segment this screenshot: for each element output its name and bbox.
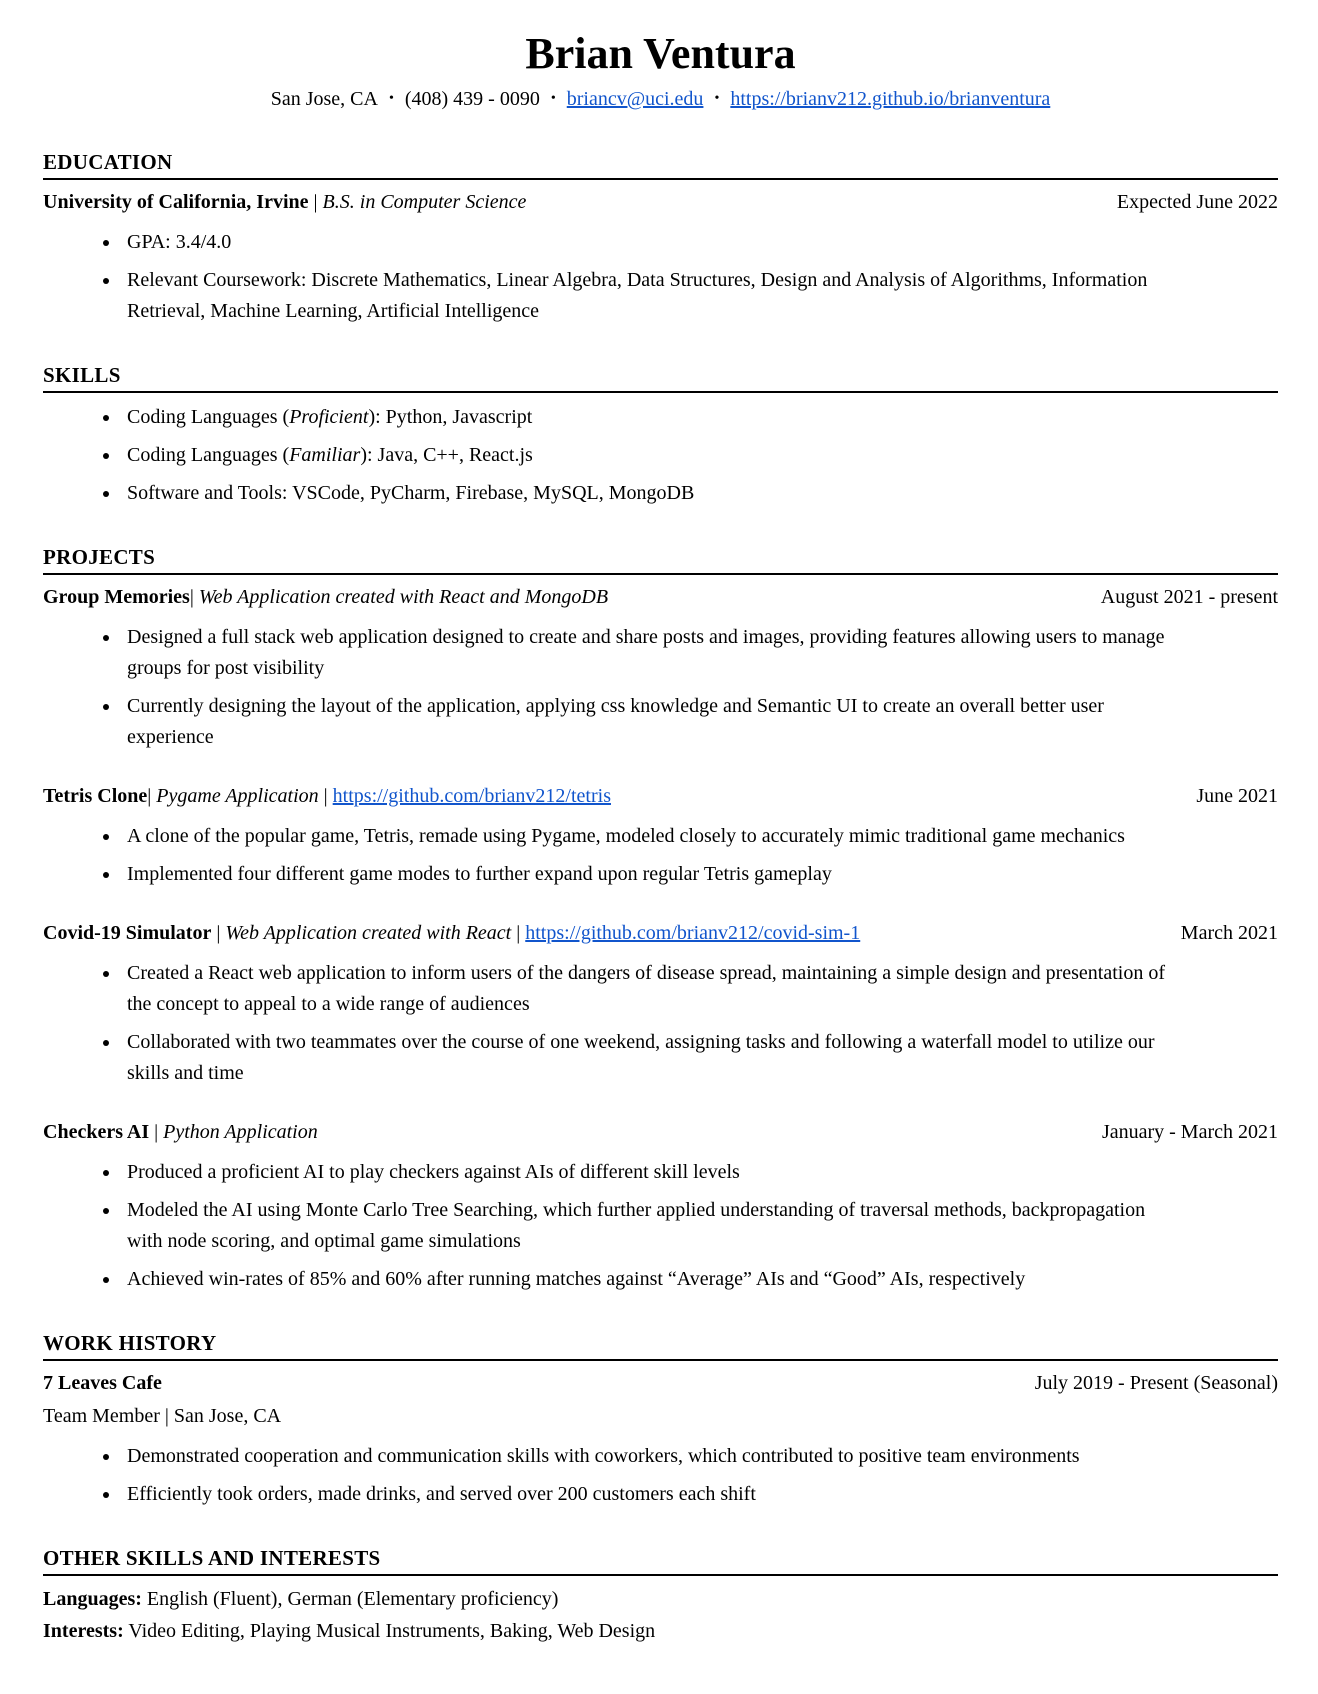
- bullet-item: • Currently designing the layout of the application, applying css knowledge and Semantic UI to create an overall better user experience: [121, 691, 1183, 753]
- education-entry-header: [43, 187, 1278, 218]
- project-entry-checkers-ai: [43, 1117, 1278, 1295]
- education-degree: B.S. in Computer Science: [322, 191, 527, 213]
- project-entry-covid-simulator: [43, 918, 1278, 1089]
- project-date: August 2021 - present: [1100, 586, 1278, 608]
- bullet-item: • Designed a full stack web application designed to create and share posts and images, providing features allowing users to manage groups for post visibility: [121, 622, 1183, 684]
- divider: |: [189, 586, 199, 608]
- project-name: Group Memories: [43, 586, 190, 608]
- project-subtitle: Python Application: [163, 1121, 318, 1143]
- education-entry-left: [43, 187, 526, 218]
- bullet-item: [121, 440, 1183, 471]
- project-subtitle: Pygame Application: [156, 785, 319, 807]
- project-bullet-list: [43, 1157, 1278, 1295]
- bullet-item: • Collaborated with two teammates over the course of one weekend, assigning tasks and following a waterfall model to utilize our skills and time: [121, 1027, 1183, 1089]
- project-name: Checkers AI: [43, 1121, 150, 1143]
- skill-text: Coding Languages (: [127, 444, 290, 466]
- bullet-item: • Achieved win-rates of 85% and 60% after running matches against “Average” AIs and “Good” AIs, respectively: [121, 1264, 1183, 1295]
- divider: |: [511, 922, 526, 944]
- education-bullet-list: [43, 227, 1278, 327]
- contact-phone: (408) 439 - 0090: [404, 88, 540, 110]
- project-entry-left: [43, 781, 611, 812]
- work-entry-header: [43, 1368, 1278, 1399]
- bullet-item: • Implemented four different game modes to further expand upon regular Tetris gameplay: [121, 859, 1183, 890]
- project-name: Covid-19 Simulator: [43, 922, 212, 944]
- contact-line: [43, 84, 1278, 114]
- project-bullet-list: [43, 622, 1278, 753]
- work-company: 7 Leaves Cafe: [43, 1372, 162, 1394]
- work-role-location: Team Member | San Jose, CA: [43, 1405, 282, 1427]
- section-education: [43, 150, 1278, 327]
- languages-text: English (Fluent), German (Elementary proficiency): [141, 1588, 559, 1610]
- project-entry-header: [43, 582, 1278, 613]
- resume-name: Brian Ventura: [525, 29, 796, 78]
- languages-line: [43, 1583, 1278, 1615]
- project-entry-header: [43, 918, 1278, 949]
- section-skills: [43, 363, 1278, 509]
- project-entry-header: [43, 781, 1278, 812]
- contact-location: San Jose, CA: [270, 88, 378, 110]
- project-date: January - March 2021: [1101, 1121, 1278, 1143]
- contact-website-link[interactable]: https://brianv212.github.io/brianventura: [730, 88, 1051, 110]
- divider: |: [318, 785, 333, 807]
- section-title-projects: PROJECTS: [43, 545, 1278, 575]
- section-title-education: EDUCATION: [43, 150, 1278, 180]
- project-bullet-list: [43, 958, 1278, 1089]
- bullet-item: • GPA: 3.4/4.0: [121, 227, 1183, 258]
- skill-text: ): Java, C++, React.js: [360, 444, 533, 466]
- skills-bullet-list: [43, 402, 1278, 509]
- project-github-link[interactable]: https://github.com/brianv212/tetris: [332, 785, 611, 807]
- skill-text: Software and Tools: VSCode, PyCharm, Firebase, MySQL, MongoDB: [127, 482, 695, 504]
- work-bullet-list: [43, 1441, 1278, 1510]
- dot-separator-icon: •: [550, 91, 556, 106]
- section-title-work-history: WORK HISTORY: [43, 1331, 1278, 1361]
- project-entry-left: [43, 582, 608, 613]
- education-institution: University of California, Irvine: [43, 191, 309, 213]
- interests-text: Video Editing, Playing Musical Instruments, Baking, Web Design: [123, 1620, 656, 1642]
- interests-line: [43, 1615, 1278, 1647]
- project-entry-header: [43, 1117, 1278, 1148]
- contact-email-link[interactable]: briancv@uci.edu: [566, 88, 704, 110]
- project-entry-group-memories: [43, 582, 1278, 753]
- project-subtitle: Web Application created with React and MongoDB: [198, 586, 609, 608]
- skill-emphasis: Proficient: [289, 406, 369, 428]
- divider: |: [308, 191, 323, 213]
- divider: |: [211, 922, 226, 944]
- bullet-item: • Modeled the AI using Monte Carlo Tree Searching, which further applied understanding of traversal methods, backpropagation with node scoring, and optimal game simulations: [121, 1195, 1183, 1257]
- bullet-item: [121, 478, 1183, 509]
- bullet-item: • A clone of the popular game, Tetris, remade using Pygame, modeled closely to accurately mimic traditional game mechanics: [121, 821, 1183, 852]
- interests-label: Interests:: [43, 1620, 124, 1642]
- bullet-item: • Created a React web application to inform users of the dangers of disease spread, maintaining a simple design and presentation of the concept to appeal to a wide range of audiences: [121, 958, 1183, 1020]
- skill-text: ): Python, Javascript: [368, 406, 533, 428]
- section-work-history: [43, 1331, 1278, 1510]
- dot-separator-icon: •: [388, 91, 394, 106]
- divider: |: [149, 1121, 164, 1143]
- languages-label: Languages:: [43, 1588, 142, 1610]
- section-projects: [43, 545, 1278, 1295]
- project-entry-left: [43, 918, 860, 949]
- project-entry-left: [43, 1117, 318, 1148]
- bullet-item: • Relevant Coursework: Discrete Mathematics, Linear Algebra, Data Structures, Design and Analysis of Algorithms, Information Retrieval, Machine Learning, Artificial Intelligence: [121, 265, 1183, 327]
- divider: |: [147, 785, 157, 807]
- dot-separator-icon: •: [714, 91, 720, 106]
- skill-text: Coding Languages (: [127, 406, 290, 428]
- project-github-link[interactable]: https://github.com/brianv212/covid-sim-1: [525, 922, 861, 944]
- project-entry-tetris-clone: [43, 781, 1278, 890]
- education-entry: [43, 187, 1278, 327]
- education-date: Expected June 2022: [1116, 191, 1278, 213]
- project-date: June 2021: [1196, 785, 1278, 807]
- section-other-skills-interests: [43, 1546, 1278, 1647]
- project-name: Tetris Clone: [43, 785, 148, 807]
- bullet-item: • Efficiently took orders, made drinks, and served over 200 customers each shift: [121, 1479, 1183, 1510]
- project-date: March 2021: [1180, 922, 1278, 944]
- bullet-item: • Demonstrated cooperation and communication skills with coworkers, which contributed to positive team environments: [121, 1441, 1183, 1472]
- work-entry-7-leaves-cafe: [43, 1368, 1278, 1510]
- bullet-item: [121, 402, 1183, 433]
- skill-emphasis: Familiar: [289, 444, 361, 466]
- project-bullet-list: [43, 821, 1278, 890]
- section-title-other-skills: OTHER SKILLS AND INTERESTS: [43, 1546, 1278, 1576]
- section-title-skills: SKILLS: [43, 363, 1278, 393]
- bullet-item: • Produced a proficient AI to play checkers against AIs of different skill levels: [121, 1157, 1183, 1188]
- project-subtitle: Web Application created with React: [225, 922, 512, 944]
- work-date: July 2019 - Present (Seasonal): [1034, 1372, 1278, 1394]
